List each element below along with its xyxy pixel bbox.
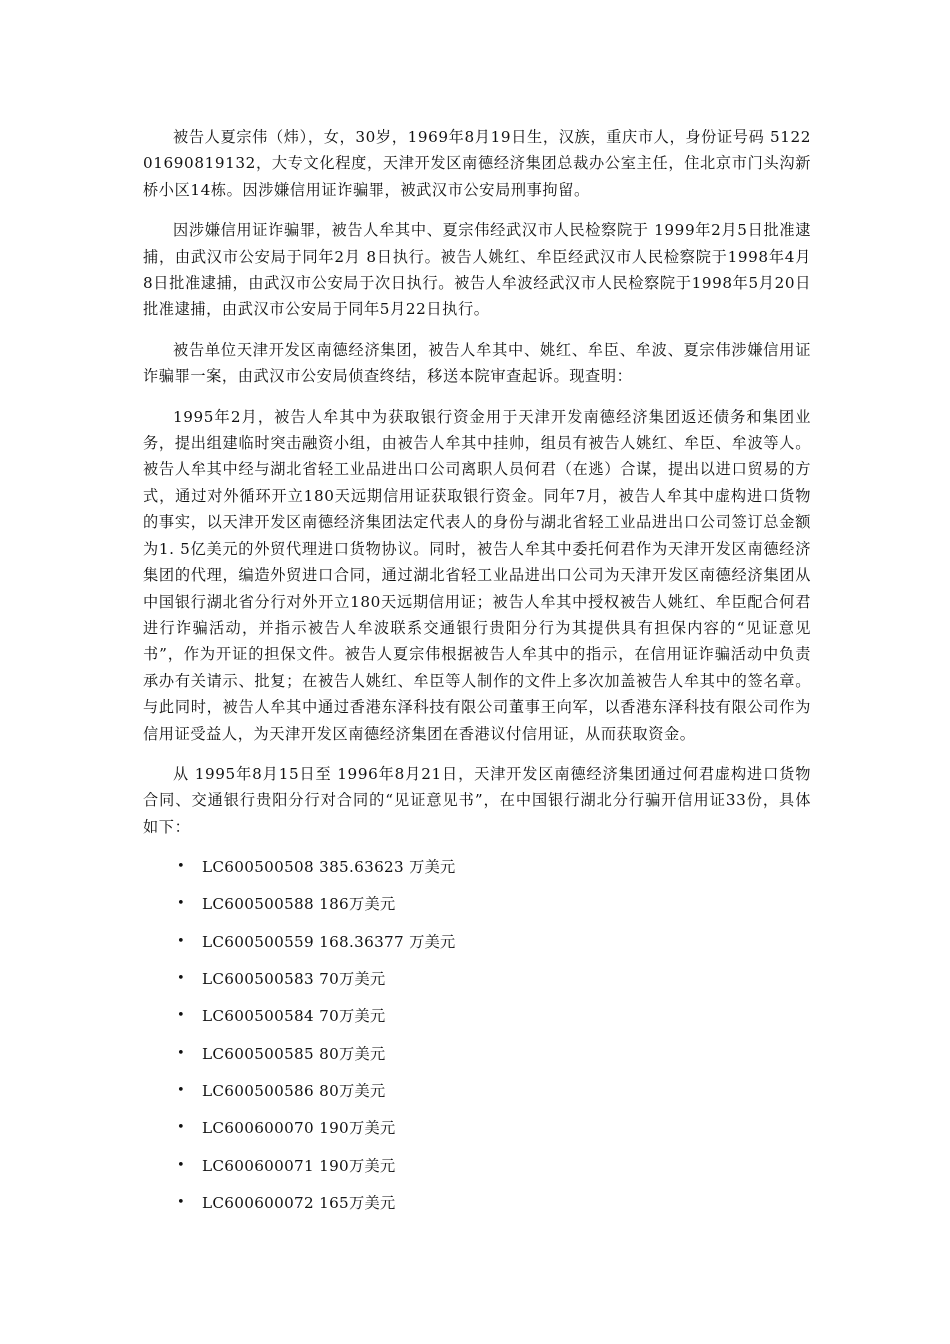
bullet-icon: • [177, 1157, 185, 1173]
credit-code: LC600500588 [202, 895, 314, 914]
case-transfer-paragraph: 被告单位天津开发区南德经济集团，被告人牟其中、姚红、牟臣、牟波、夏宗伟涉嫌信用证诈骗罪一案，由武汉市公安局侦查终结，移送本院审查起诉。现查明： [143, 340, 811, 386]
defendant-xia-paragraph: 被告人夏宗伟（炜），女，30岁，1969年8月19日生，汉族，重庆市人，身份证号码 512201690819132，大专文化程度，天津开发区南德经济集团总裁办公室主任，住北京市门头沟新桥小区14栋。因涉嫌信用证诈骗罪，被武汉市公安局刑事拘留。 [143, 128, 811, 199]
document-body [143, 124, 811, 1227]
credit-code: LC600500586 [202, 1081, 314, 1100]
list-item [143, 966, 811, 1003]
bullet-icon: • [177, 859, 185, 875]
credit-code: LC600600071 [202, 1156, 314, 1175]
list-item [143, 1153, 811, 1190]
credit-code: LC600500584 [202, 1007, 314, 1026]
credit-amount: 190万美元 [319, 1156, 396, 1175]
credit-amount: 190万美元 [319, 1119, 396, 1138]
bullet-icon: • [177, 933, 185, 949]
credit-amount: 70万美元 [319, 1007, 386, 1026]
credit-amount: 168.36377 万美元 [319, 932, 456, 951]
bullet-icon: • [177, 971, 185, 987]
list-item [143, 1078, 811, 1115]
credit-amount: 70万美元 [319, 970, 386, 989]
credit-code: LC600500585 [202, 1044, 314, 1063]
bullet-icon: • [177, 1194, 185, 1210]
bullet-icon: • [177, 1008, 185, 1024]
list-item [143, 1003, 811, 1040]
facts-paragraph: 1995年2月，被告人牟其中为获取银行资金用于天津开发南德经济集团返还债务和集团业务，提出组建临时突击融资小组，由被告人牟其中挂帅，组员有被告人姚红、牟臣、牟波等人。被告人牟其中经与湖北省轻工业品进出口公司离职人员何君（在逃）合谋，提出以进口贸易的方式，通过对外循环开立180天远期信用证获取银行资金。同年7月，被告人牟其中虚构进口货物的事实，以天津开发区南德经济集团法定代表人的身份与湖北省轻工业品进出口公司签订总金额为1. 5亿美元的外贸代理进口货物协议。同时，被告人牟其中委托何君作为天津开发区南德经济集团的代理，编造外贸进口合同，通过湖北省轻工业品进出口公司为天津开发区南德经济集团从中国银行湖北省分行对外开立180天远期信用证；被告人牟其中授权被告人姚红、牟臣配合何君进行诈骗活动，并指示被告人牟波联系交通银行贵阳分行为其提供具有担保内容的“见证意见书”，作为开证的担保文件。被告人夏宗伟根据被告人牟其中的指示，在信用证诈骗活动中负责承办有关请示、批复；在被告人姚红、牟臣等人制作的文件上多次加盖被告人牟其中的签名章。与此同时，被告人牟其中通过香港东泽科技有限公司董事王向军，以香港东泽科技有限公司作为信用证受益人，为天津开发区南德经济集团在香港议付信用证，从而获取资金。 [143, 407, 811, 743]
bullet-icon: • [177, 1120, 185, 1136]
letter-of-credit-list [143, 854, 811, 1227]
credit-code: LC600500508 [202, 858, 314, 877]
letters-of-credit-intro-paragraph: 从 1995年8月15日至 1996年8月21日，天津开发区南德经济集团通过何君虚构进口货物合同、交通银行贵阳分行对合同的“见证意见书”，在中国银行湖北分行骗开信用证33份，具体如下： [143, 764, 811, 836]
list-item [143, 891, 811, 928]
credit-amount: 80万美元 [319, 1044, 386, 1063]
credit-amount: 165万美元 [319, 1193, 396, 1212]
credit-code: LC600600072 [202, 1193, 314, 1212]
credit-code: LC600500583 [202, 970, 314, 989]
bullet-icon: • [177, 1045, 185, 1061]
list-item [143, 929, 811, 966]
credit-amount: 80万美元 [319, 1081, 386, 1100]
bullet-icon: • [177, 896, 185, 912]
bullet-icon: • [177, 1082, 185, 1098]
list-item [143, 1041, 811, 1078]
credit-code: LC600600070 [202, 1119, 314, 1138]
credit-amount: 385.63623 万美元 [319, 858, 456, 877]
credit-amount: 186万美元 [319, 895, 396, 914]
arrest-paragraph: 因涉嫌信用证诈骗罪，被告人牟其中、夏宗伟经武汉市人民检察院于 1999年2月5日批准逮捕，由武汉市公安局于同年2月 8日执行。被告人姚红、牟臣经武汉市人民检察院于1998年4月8日批准逮捕，由武汉市公安局于次日执行。被告人牟波经武汉市人民检察院于1998年5月20日批准逮捕，由武汉市公安局于同年5月22日执行。 [143, 221, 811, 319]
credit-code: LC600500559 [202, 932, 314, 951]
list-item [143, 1190, 811, 1227]
list-item [143, 854, 811, 891]
list-item [143, 1115, 811, 1152]
